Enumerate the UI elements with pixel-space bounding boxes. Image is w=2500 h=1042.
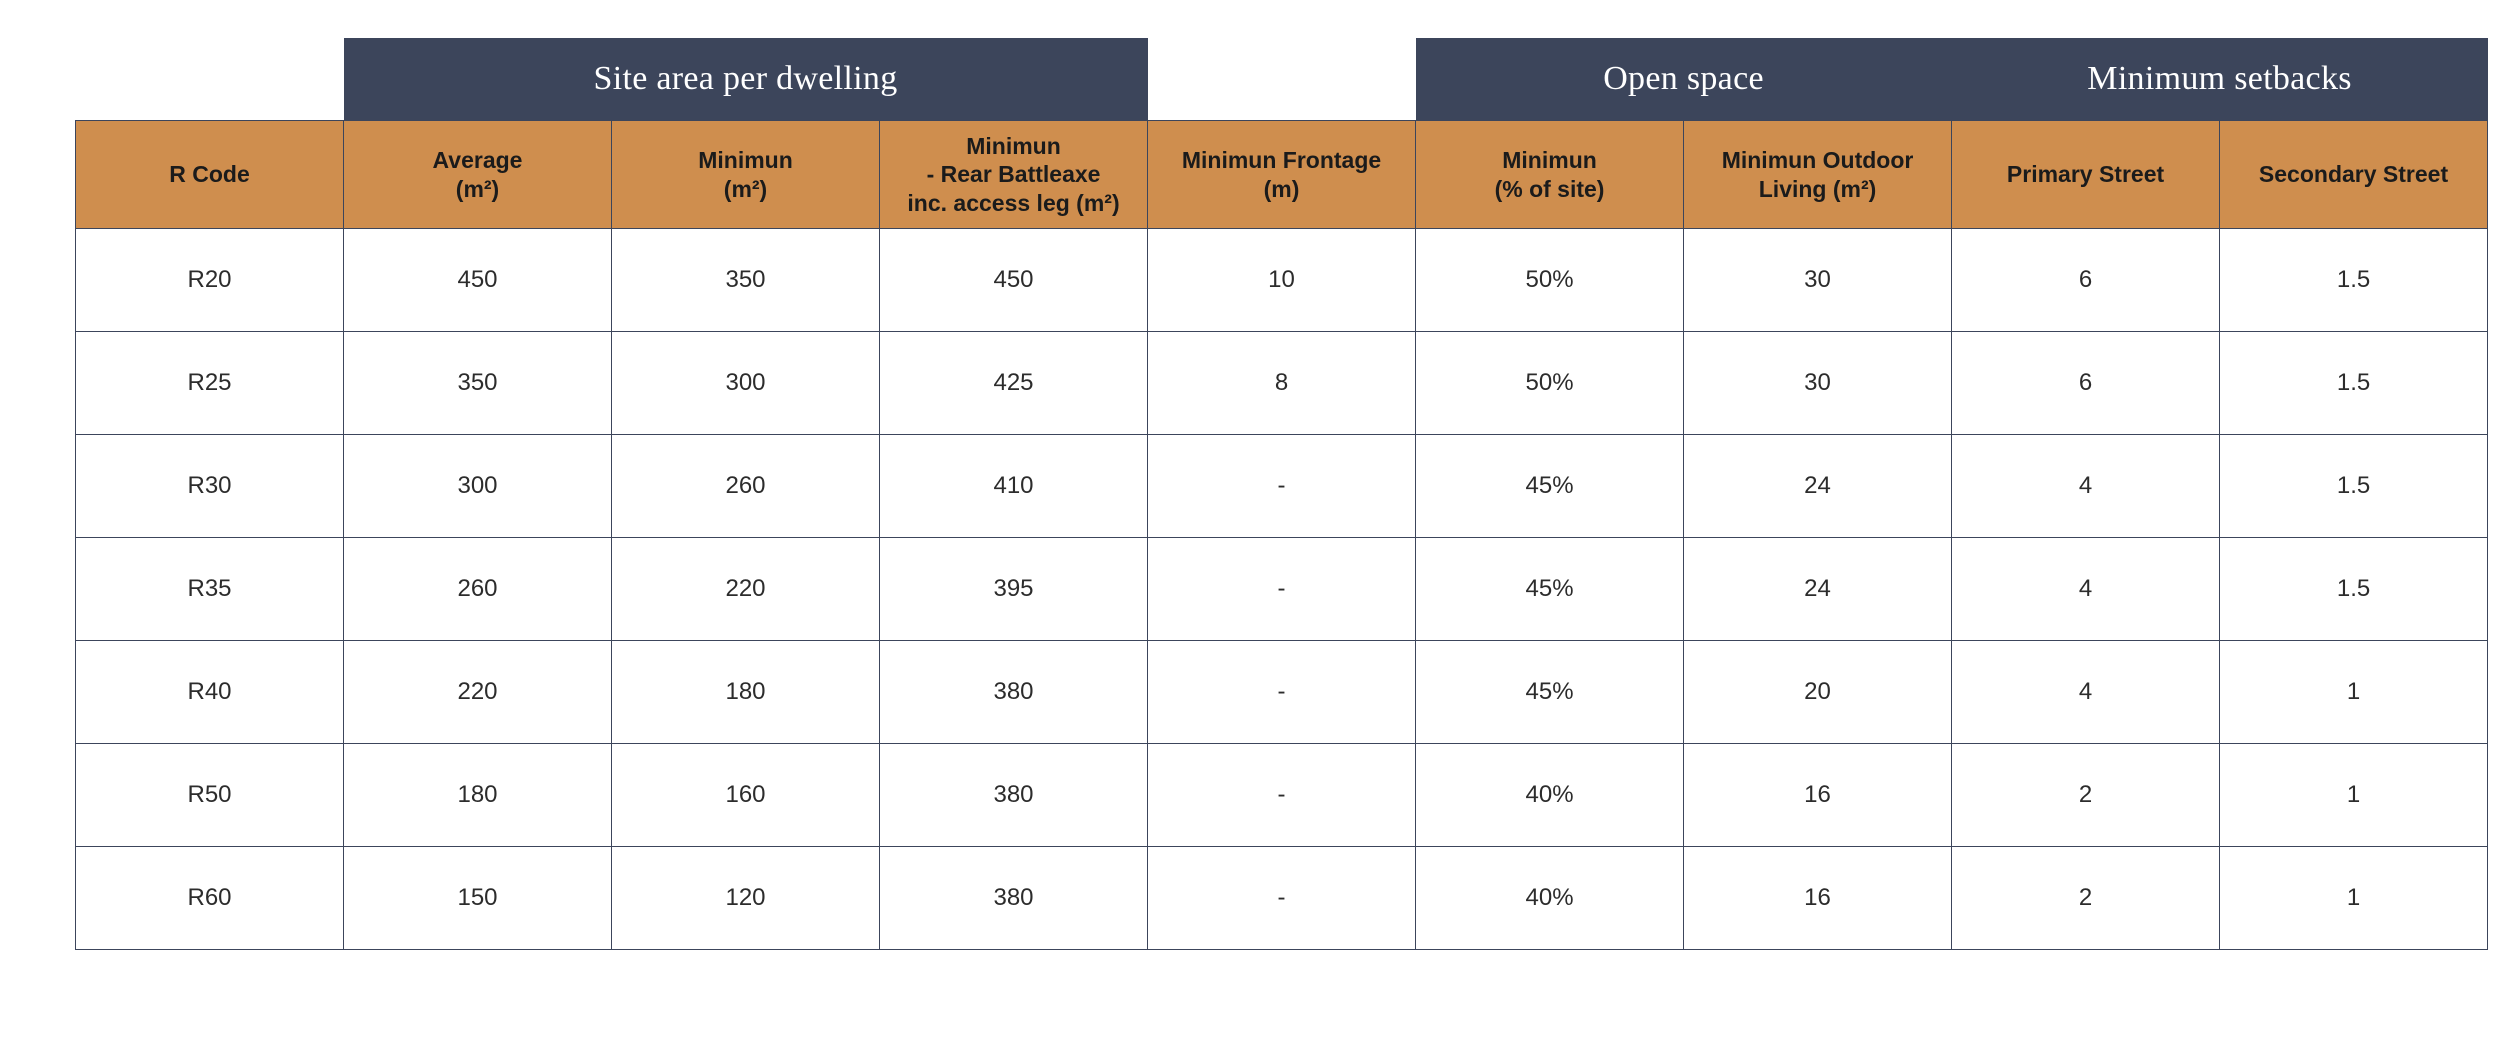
column-header-minimum-outdoor-living-line1: Minimun Outdoor [1721, 147, 1914, 174]
rcode-standards-table [75, 38, 2488, 950]
table-row [76, 641, 2488, 744]
cell-r-code: R20 [76, 229, 344, 332]
table-row [76, 332, 2488, 435]
column-header-open-space-minimum-line1: Minimun [1502, 147, 1597, 174]
cell-primary-street: 2 [1952, 847, 2220, 950]
cell-primary-street: 4 [1952, 435, 2220, 538]
cell-secondary-street: 1 [2220, 641, 2488, 744]
cell-minimum-area: 160 [612, 744, 880, 847]
cell-minimum-outdoor-living: 30 [1684, 229, 1952, 332]
cell-open-space-minimum: 40% [1416, 847, 1684, 950]
cell-primary-street: 4 [1952, 641, 2220, 744]
cell-minimum-outdoor-living: 16 [1684, 744, 1952, 847]
cell-open-space-minimum: 50% [1416, 229, 1684, 332]
cell-minimum-outdoor-living: 24 [1684, 435, 1952, 538]
column-header-primary-street [1952, 121, 2220, 229]
group-header-open-space: Open space [1416, 38, 1952, 121]
column-header-minimum-rear-battleaxe-line2: - Rear Battleaxe [926, 161, 1101, 188]
column-header-r-code [76, 121, 344, 229]
cell-r-code: R25 [76, 332, 344, 435]
cell-minimum-frontage: - [1148, 744, 1416, 847]
cell-average-area: 220 [344, 641, 612, 744]
group-header-spacer-left [76, 38, 344, 121]
table-group-header-row [76, 38, 2488, 121]
cell-minimum-outdoor-living: 24 [1684, 538, 1952, 641]
column-header-primary-street-line1: Primary Street [2006, 161, 2165, 188]
cell-primary-street: 4 [1952, 538, 2220, 641]
cell-r-code: R40 [76, 641, 344, 744]
cell-minimum-area: 300 [612, 332, 880, 435]
cell-minimum-rear-battleaxe: 450 [880, 229, 1148, 332]
cell-minimum-frontage: - [1148, 538, 1416, 641]
cell-minimum-outdoor-living: 20 [1684, 641, 1952, 744]
cell-minimum-area: 220 [612, 538, 880, 641]
cell-average-area: 300 [344, 435, 612, 538]
cell-open-space-minimum: 50% [1416, 332, 1684, 435]
column-header-minimum-outdoor-living [1684, 121, 1952, 229]
cell-secondary-street: 1 [2220, 744, 2488, 847]
column-header-secondary-street [2220, 121, 2488, 229]
group-header-site-area: Site area per dwelling [344, 38, 1148, 121]
cell-secondary-street: 1 [2220, 847, 2488, 950]
cell-open-space-minimum: 45% [1416, 435, 1684, 538]
column-header-open-space-minimum-line2: (% of site) [1494, 175, 1605, 202]
cell-minimum-frontage: 8 [1148, 332, 1416, 435]
cell-open-space-minimum: 45% [1416, 641, 1684, 744]
cell-secondary-street: 1.5 [2220, 538, 2488, 641]
column-header-minimum-area [612, 121, 880, 229]
column-header-average-area [344, 121, 612, 229]
column-header-minimum-frontage-line1: Minimun Frontage [1181, 147, 1382, 174]
table-row [76, 435, 2488, 538]
table-row [76, 538, 2488, 641]
cell-r-code: R50 [76, 744, 344, 847]
cell-minimum-rear-battleaxe: 425 [880, 332, 1148, 435]
group-header-spacer-middle [1148, 38, 1416, 121]
cell-r-code: R35 [76, 538, 344, 641]
cell-primary-street: 2 [1952, 744, 2220, 847]
column-header-average-area-line1: Average [432, 147, 523, 174]
table-row [76, 229, 2488, 332]
cell-minimum-rear-battleaxe: 395 [880, 538, 1148, 641]
cell-minimum-rear-battleaxe: 380 [880, 744, 1148, 847]
cell-minimum-outdoor-living: 30 [1684, 332, 1952, 435]
cell-minimum-area: 350 [612, 229, 880, 332]
cell-minimum-frontage: - [1148, 641, 1416, 744]
cell-minimum-rear-battleaxe: 410 [880, 435, 1148, 538]
cell-open-space-minimum: 45% [1416, 538, 1684, 641]
cell-primary-street: 6 [1952, 332, 2220, 435]
column-header-minimum-area-line2: (m²) [723, 175, 768, 202]
column-header-minimum-rear-battleaxe-line1: Minimun [966, 133, 1061, 160]
column-header-minimum-frontage [1148, 121, 1416, 229]
cell-minimum-area: 120 [612, 847, 880, 950]
column-header-secondary-street-line1: Secondary Street [2258, 161, 2449, 188]
cell-r-code: R30 [76, 435, 344, 538]
cell-minimum-rear-battleaxe: 380 [880, 641, 1148, 744]
cell-secondary-street: 1.5 [2220, 435, 2488, 538]
cell-secondary-street: 1.5 [2220, 229, 2488, 332]
cell-r-code: R60 [76, 847, 344, 950]
cell-minimum-frontage: - [1148, 435, 1416, 538]
column-header-open-space-minimum [1416, 121, 1684, 229]
column-header-average-area-line2: (m²) [455, 175, 500, 202]
table-row [76, 744, 2488, 847]
cell-secondary-street: 1.5 [2220, 332, 2488, 435]
cell-primary-street: 6 [1952, 229, 2220, 332]
cell-average-area: 180 [344, 744, 612, 847]
cell-open-space-minimum: 40% [1416, 744, 1684, 847]
cell-average-area: 150 [344, 847, 612, 950]
column-header-minimum-rear-battleaxe [880, 121, 1148, 229]
cell-minimum-frontage: - [1148, 847, 1416, 950]
column-header-minimum-frontage-line2: (m) [1263, 175, 1300, 202]
table-column-header-row [76, 121, 2488, 229]
cell-minimum-area: 180 [612, 641, 880, 744]
column-header-minimum-area-line1: Minimun [698, 147, 793, 174]
cell-average-area: 260 [344, 538, 612, 641]
cell-minimum-rear-battleaxe: 380 [880, 847, 1148, 950]
group-header-minimum-setbacks: Minimum setbacks [1952, 38, 2488, 121]
cell-minimum-area: 260 [612, 435, 880, 538]
cell-average-area: 450 [344, 229, 612, 332]
column-header-minimum-rear-battleaxe-line3: inc. access leg (m²) [907, 189, 1120, 216]
table-row [76, 847, 2488, 950]
column-header-minimum-outdoor-living-line2: Living (m²) [1758, 175, 1877, 202]
column-header-r-code-line1: R Code [169, 161, 250, 188]
cell-minimum-frontage: 10 [1148, 229, 1416, 332]
cell-average-area: 350 [344, 332, 612, 435]
cell-minimum-outdoor-living: 16 [1684, 847, 1952, 950]
table-body [76, 229, 2488, 950]
